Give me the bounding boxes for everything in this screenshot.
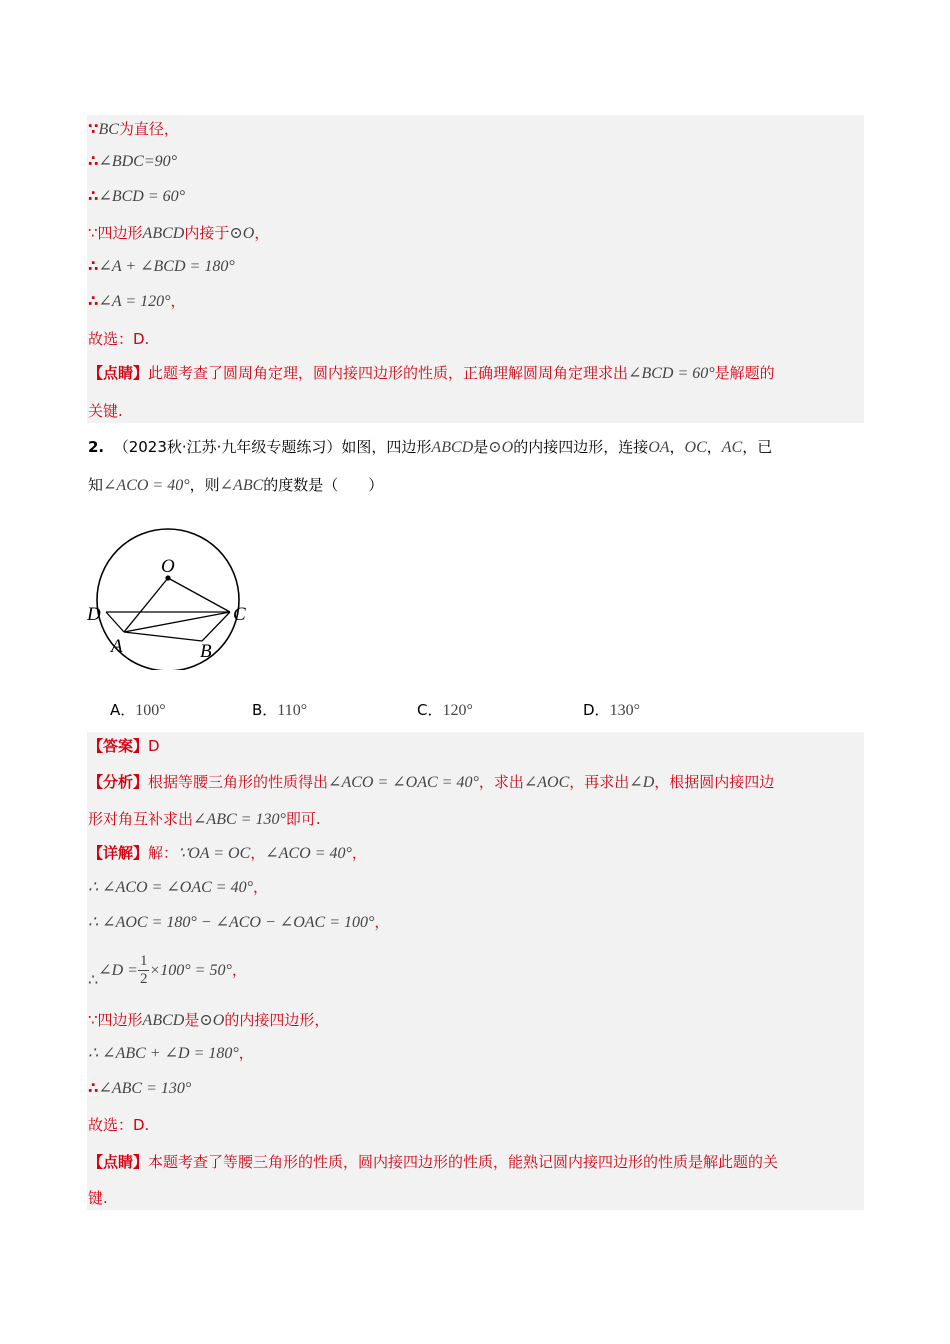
geometry-figure: [80, 510, 260, 670]
label-b: B: [200, 641, 212, 662]
detail-line: 【详解】解：∵OA = OC，∠ACO = 40°，: [88, 844, 367, 862]
option-b[interactable]: B．110°: [252, 701, 308, 719]
step-line: ∴∠ABC = 130°: [88, 1079, 192, 1097]
analysis-line: 【分析】根据等腰三角形的性质得出∠ACO = ∠OAC = 40°，求出∠AOC，再求出∠D，根据圆内接四边: [88, 773, 775, 791]
step-line: ∵四边形ABCD是⊙O的内接四边形，: [88, 1011, 330, 1029]
answer-line: 【答案】D: [88, 737, 160, 755]
label-d: D: [87, 604, 101, 625]
step-line: ∵BC为直径，: [88, 120, 179, 138]
comment-line: 键.: [88, 1189, 108, 1207]
option-c[interactable]: C．120°: [417, 701, 473, 719]
step-line: ∴ ∠AOC = 180° − ∠ACO − ∠OAC = 100°，: [88, 913, 390, 931]
segment-ab: [124, 632, 202, 641]
step-line: ∴∠D = $\frac{1}{2}$ ×100° = 50°，: [88, 953, 247, 989]
step-line: ∵四边形ABCD内接于⊙O，: [88, 224, 270, 242]
step-line: ∴∠BCD = 60°: [88, 187, 186, 205]
label-a: A: [111, 636, 123, 657]
answer-choice: 故选：D.: [88, 1116, 150, 1134]
comment-line: 【点睛】本题考查了等腰三角形的性质，圆内接四边形的性质，能熟记圆内接四边形的性质是解此题的关: [88, 1153, 779, 1171]
comment-line: 【点睛】此题考查了圆周角定理，圆内接四边形的性质，正确理解圆周角定理求出∠BCD = 60°是解题的: [88, 364, 775, 382]
step-line: ∴∠A + ∠BCD = 180°: [88, 257, 235, 275]
segment-oa: [124, 578, 168, 632]
label-c: C: [233, 604, 246, 625]
option-d[interactable]: D．130°: [583, 701, 640, 719]
segment-da: [106, 612, 124, 632]
fraction-half: $\frac{1}{2}$: [139, 953, 148, 987]
option-a[interactable]: A．100°: [110, 701, 166, 719]
step-line: ∴∠A = 120°，: [88, 292, 186, 310]
label-o: O: [161, 556, 175, 577]
question-text: 知∠ACO = 40°，则∠ABC的度数是（ ）: [88, 476, 384, 494]
step-line: ∴∠BDC=90°: [88, 152, 178, 170]
answer-choice: 故选：D.: [88, 330, 150, 348]
question-text: 2. （2023秋·江苏·九年级专题练习）如图，四边形ABCD是⊙O的内接四边形，连接OA，OC，AC，已: [88, 438, 773, 456]
analysis-line: 形对角互补求出∠ABC = 130°即可.: [88, 810, 321, 828]
step-line: ∴ ∠ACO = ∠OAC = 40°，: [88, 878, 268, 896]
comment-line: 关键.: [88, 402, 123, 420]
segment-oc: [168, 578, 230, 612]
step-line: ∴ ∠ABC + ∠D = 180°，: [88, 1044, 254, 1062]
